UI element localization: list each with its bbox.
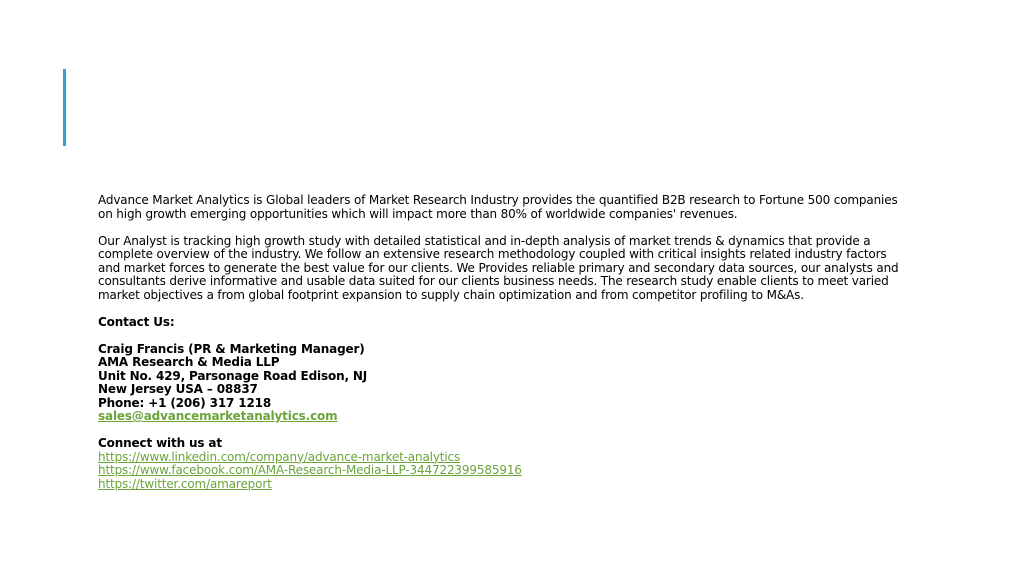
contact-city: New Jersey USA – 08837 bbox=[98, 382, 258, 396]
facebook-link[interactable]: https://www.facebook.com/AMA-Research-Media-LLP-344722399585916 bbox=[98, 463, 522, 477]
connect-heading: Connect with us at bbox=[98, 436, 222, 450]
intro-paragraph: Advance Market Analytics is Global leaders of Market Research Industry provides the quantified B2B research to Fortune 500 companies on high growth emerging opportunities which will impact more than 80% of worldwide companies' revenues. bbox=[98, 193, 898, 221]
connect-block bbox=[98, 437, 908, 491]
contact-phone: Phone: +1 (206) 317 1218 bbox=[98, 395, 272, 410]
accent-bar bbox=[63, 69, 66, 146]
contact-name: Craig Francis (PR & Marketing Manager) bbox=[98, 341, 365, 356]
contact-address: Unit No. 429, Parsonage Road Edison, NJ bbox=[98, 368, 368, 383]
contact-block bbox=[98, 343, 908, 424]
contact-company: AMA Research & Media LLP bbox=[98, 355, 280, 369]
contact-heading: Contact Us: bbox=[98, 314, 175, 329]
linkedin-link[interactable]: https://www.linkedin.com/company/advance-market-analytics bbox=[98, 449, 461, 464]
contact-email-link[interactable]: sales@advancemarketanalytics.com bbox=[98, 409, 338, 423]
slide-content bbox=[98, 194, 908, 505]
analyst-paragraph: Our Analyst is tracking high growth study with detailed statistical and in-depth analysis of market trends & dynamics that provide a complete overview of the industry. We follow an extensive research methodology coupled with critical insights related industry factors and market forces to generate the best value for our clients. We Provides reliable primary and secondary data sources, our analysts and consultants derive informative and usable data suited for our clients business needs. The research study enable clients to meet varied market objectives a from global footprint expansion to supply chain optimization and from competitor profiling to M&As. bbox=[98, 233, 899, 302]
twitter-link[interactable]: https://twitter.com/amareport bbox=[98, 476, 272, 491]
